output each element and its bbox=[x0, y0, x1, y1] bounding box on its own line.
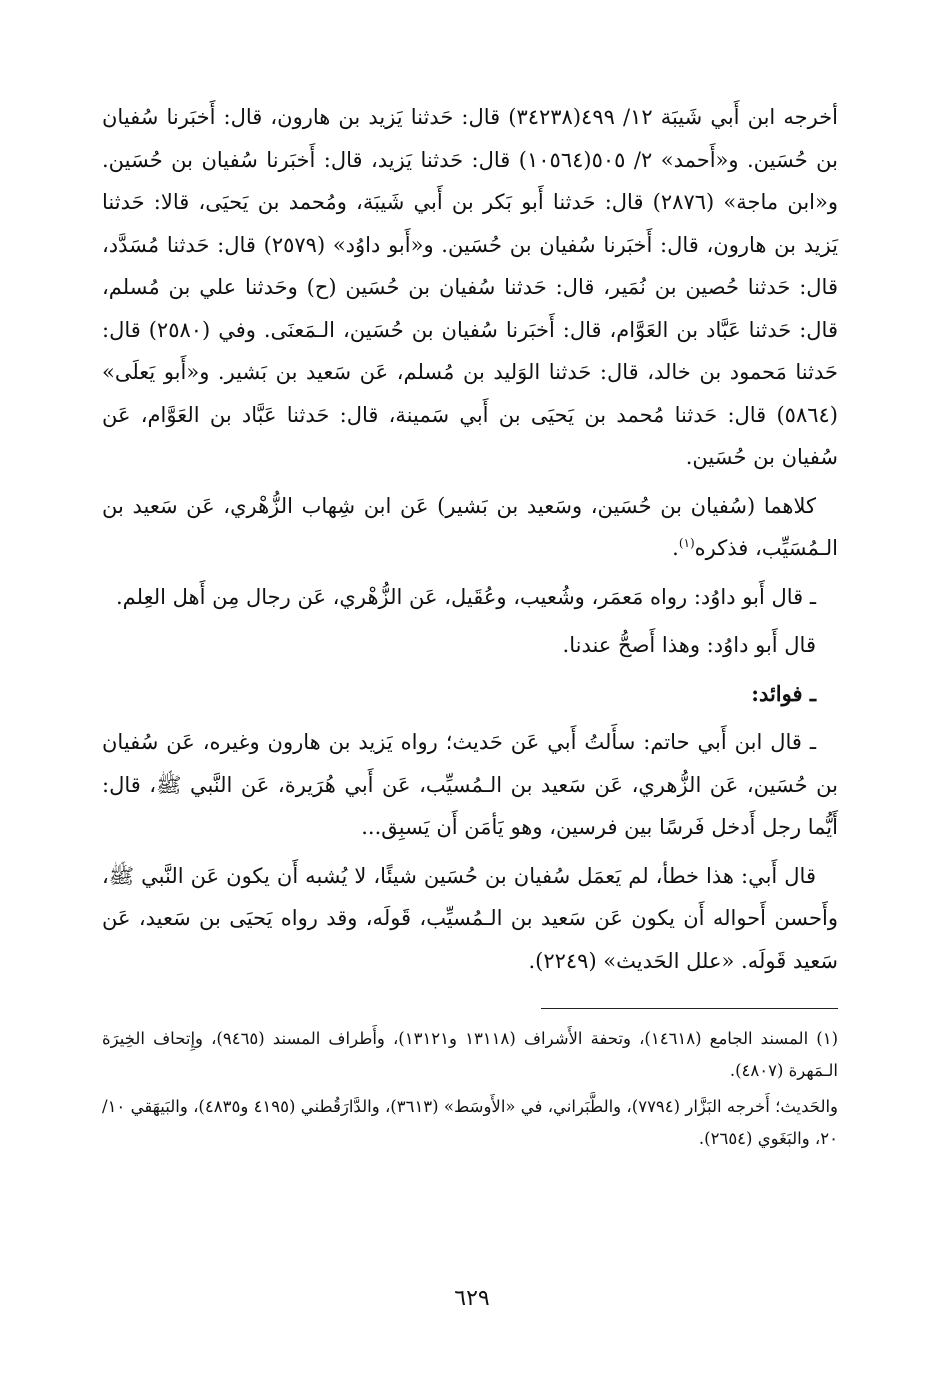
page-number: ٦٢٩ bbox=[454, 1286, 490, 1311]
fawaid-heading: ـ فوائد: bbox=[751, 680, 816, 706]
footnote-1: (١) المسند الجامع (١٤٦١٨)، وتحفة الأَشراف (١٣١١٨ و١٣١٢١)، وأَطراف المسند (٩٤٦٥)، وإِتحاف الخِيرَة الـمَهرة (٤٨٠٧). bbox=[102, 1029, 838, 1080]
both-narrators-paragraph bbox=[102, 485, 838, 570]
takhrij-paragraph: أخرجه ابن أَبي شَيبَة ١٢/ ٤٩٩(٣٤٢٣٨) قال: حَدثنا يَزيد بن هارون، قال: أَخبَرنا سُفيان بن حُسَين. و«أَحمد» ٢/ ٥٠٥(١٠٥٦٤) قال: حَدثنا يَزيد، قال: أَخبَرنا سُفيان بن حُسَين. و«ابن ماجة» (٢٨٧٦) قال: حَدثنا أَبو بَكر بن أَبي شَيبَة، ومُحمد بن يَحيَى، قالا: حَدثنا يَزيد بن هارون، قال: أَخبَرنا سُفيان بن حُسَين. و«أَبو داوُد» (٢٥٧٩) قال: حَدثنا مُسَدَّد، قال: حَدثنا حُصين بن نُمَير، قال: حَدثنا سُفيان بن حُسَين (ح) وحَدثنا علي بن مُسلم، قال: حَدثنا عَبَّاد بن العَوَّام، قال: أَخبَرنا سُفيان بن حُسَين، الـمَعنَى. وفي (٢٥٨٠) قال: حَدثنا مَحمود بن خالد، قال: حَدثنا الوَليد بن مُسلم، عَن سَعيد بن بَشير. و«أَبو يَعلَى» (٥٨٦٤) قال: حَدثنا مُحمد بن يَحيَى بن أَبي سَمينة، قال: حَدثنا عَبَّاد بن العَوَّام، عَن سُفيان بن حُسَين. bbox=[102, 105, 839, 469]
page-body bbox=[102, 96, 838, 1159]
ibn-abi-hatim-paragraph: ـ قال ابن أَبي حاتم: سأَلتُ أَبي عَن حَديث؛ رواه يَزيد بن هارون وغيره، عَن سُفيان بن حُسَين، عَن الزُّهري، عَن سَعيد بن الـمُسيِّب، عَن أَبي هُرَيرة، عَن النَّبي ﷺ، قال: أَيُّما رجل أَدخل فَرسًا بين فرسين، وهو يَأمَن أَن يَسبِق... bbox=[102, 730, 838, 839]
footnote-1-continued: والحَديث؛ أَخرجه البَزَّار (٧٧٩٤)، والطَّبَراني، في «الأَوسَط» (٣٦١٣)، والدَّارَقُطني (٤١٩٥ و٤٨٣٥)، والبَيهَقي ١٠/ ٢٠، والبَغَوي (٢٦٥٤). bbox=[102, 1097, 839, 1148]
footnotes bbox=[102, 1023, 838, 1155]
footnote-divider bbox=[541, 1008, 838, 1009]
both-narrators-text: كلاهما (سُفيان بن حُسَين، وسَعيد بن بَشير) عَن ابن شِهاب الزُّهْري، عَن سَعيد بن الـمُسَيِّب، فذكره bbox=[102, 493, 838, 560]
both-narrators-end: . bbox=[672, 536, 679, 560]
abu-dawud-note-1: ـ قال أَبو داوُد: رواه مَعمَر، وشُعيب، وعُقَيل، عَن الزُّهْري، عَن رجال مِن أَهل العِلم. bbox=[115, 584, 816, 609]
main-text bbox=[102, 96, 838, 982]
abu-dawud-note-2: قال أَبو داوُد: وهذا أَصحُّ عندنا. bbox=[562, 633, 816, 657]
footnote-marker: (١) bbox=[678, 536, 695, 550]
abi-said-paragraph: قال أَبي: هذا خطأ، لم يَعمَل سُفيان بن حُسَين شيئًا، لا يُشبه أَن يكون عَن النَّبي ﷺ، وأَحسن أَحواله أَن يكون عَن سَعيد بن الـمُسيِّب، قَولَه، وقد رواه يَحيَى بن سَعيد، عَن سَعيد قَولَه. «علل الحَديث» (٢٢٤٩). bbox=[102, 863, 838, 973]
